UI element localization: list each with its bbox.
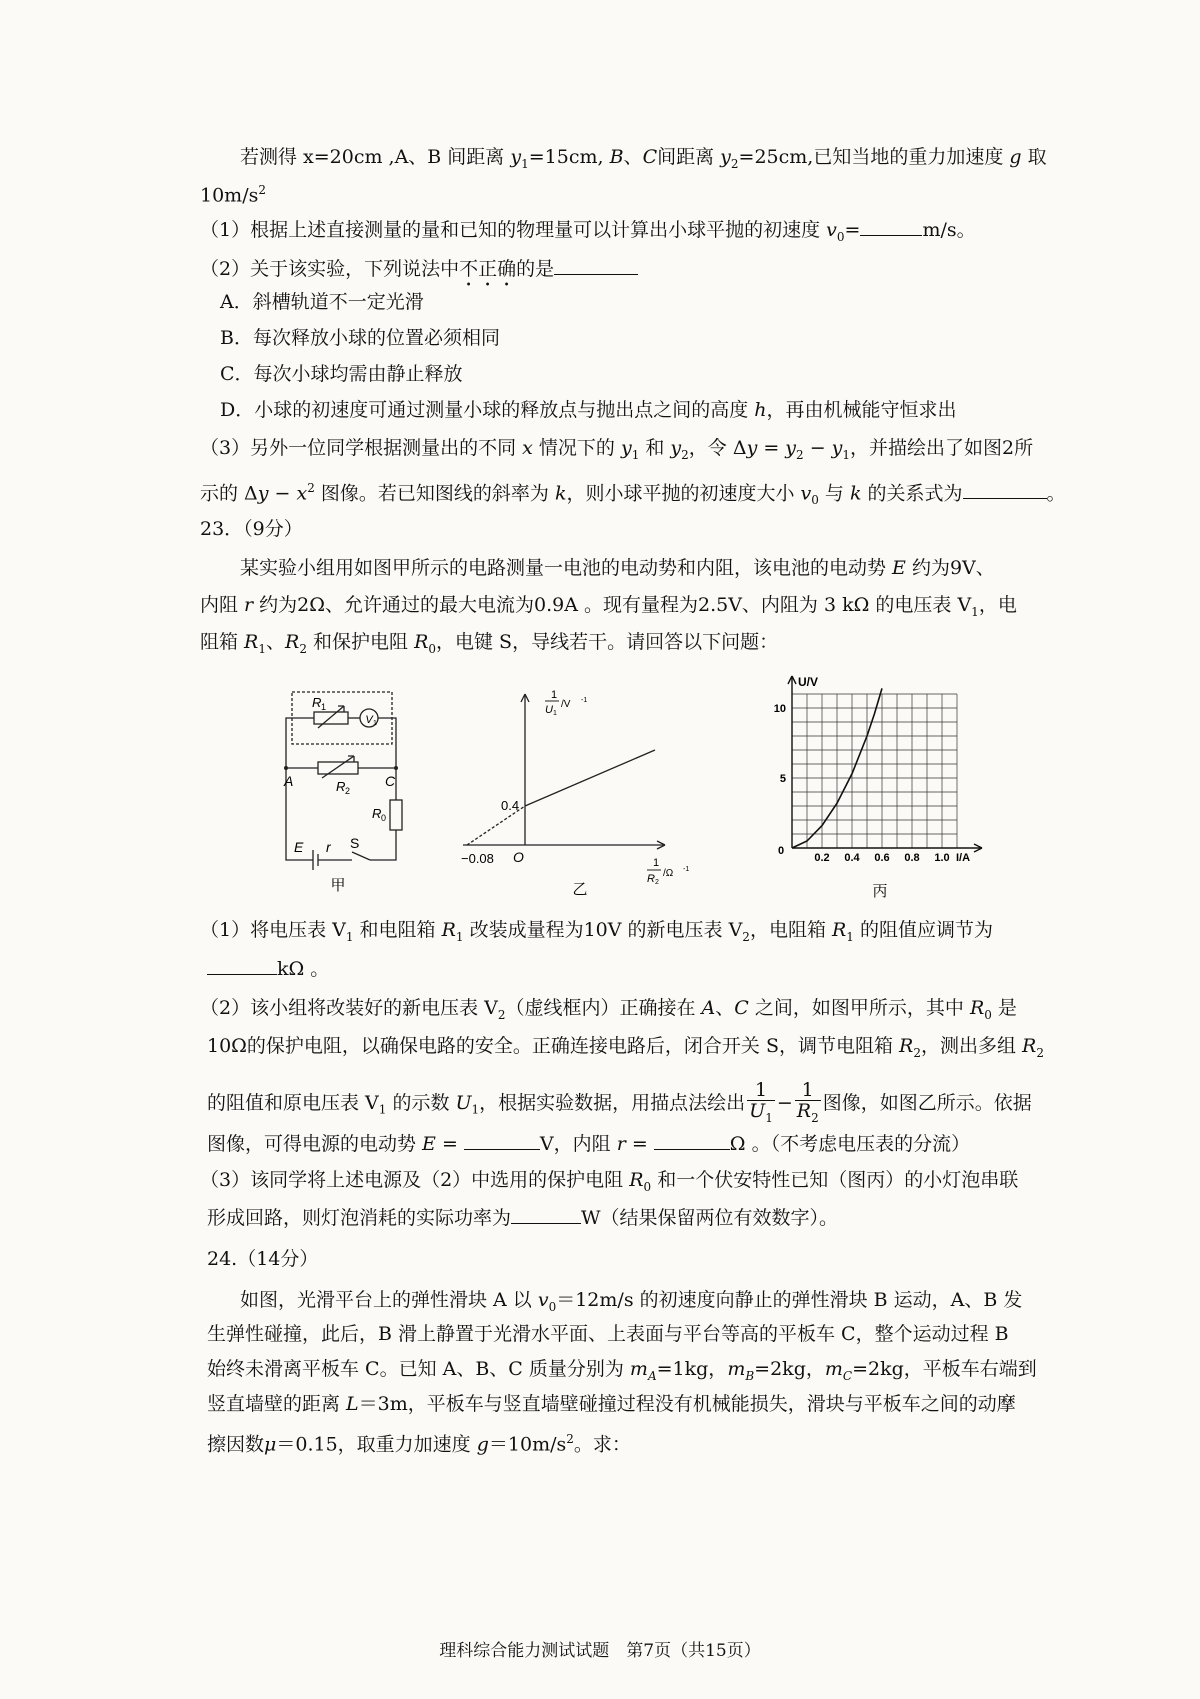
- q24-header: 24.（14分）: [207, 1248, 319, 1270]
- e-label: E: [294, 839, 304, 855]
- q23-part1-line1: （1）将电压表 $V_1$ 和电阻箱 $R_1$ 改装成量程为10V 的新电压表 $V_2$，电阻箱 $R_1$ 的阻值应调节为: [200, 919, 993, 944]
- node-c-label: C: [385, 773, 396, 789]
- figure-jia-caption: 甲: [330, 877, 346, 894]
- q22-part1: （1）根据上述直接测量的量和已知的物理量可以计算出小球平抛的初速度 $v_0= m/s$。: [200, 219, 976, 244]
- svg-text:-1: -1: [683, 866, 690, 873]
- bing-y-axis-label: U/V: [798, 675, 819, 689]
- bing-x-tick-label: 0.6: [874, 852, 890, 864]
- v1-label: V: [365, 714, 373, 726]
- q22-part2: （2）关于该实验，下列说法中不正确的是: [200, 256, 638, 291]
- q23-part2-line2: 10Ω的保护电阻，以确保电路的安全。正确连接电路后，闭合开关 S，调节电阻箱 $R_2$，测出多组 $R_2$: [207, 1035, 1044, 1060]
- q22-part3-line2: 示的 $\Delta y - x^2$ 图像。若已知图线的斜率为 k，则小球平抛的初速度大小 $v_0$ 与 k 的关系式为 。: [200, 481, 1066, 508]
- q23-part2-line4: 图像，可得电源的电动势 E = V，内阻 r = Ω 。（不考虑电压表的分流）: [207, 1133, 971, 1155]
- bing-x-tick-label: 0.4: [844, 852, 860, 864]
- answer-blank-power[interactable]: [511, 1205, 581, 1224]
- q24-line5: 擦因数μ＝0.15，取重力加速度 $g=10m/s^2$。求：: [207, 1432, 631, 1456]
- page-footer: 理科综合能力测试试题 第7页（共15页）: [439, 1641, 761, 1661]
- s-label: S: [350, 835, 360, 851]
- yi-x-label-num: 1: [653, 857, 660, 869]
- bing-origin-label: 0: [778, 845, 785, 857]
- q24-line4: 竖直墙壁的距离 L＝3m，平板车与竖直墙壁碰撞过程没有机械能损失，滑块与平板车之间的动摩: [207, 1393, 1016, 1415]
- figure-bing-caption: 丙: [872, 883, 888, 900]
- bing-x-tick-label: 0.2: [814, 852, 830, 864]
- yi-x-intercept: −0.08: [461, 851, 494, 866]
- q23-part2-line3: 的阻值和原电压表 $V_1$ 的示数 $U_1$，根据实验数据，用描点法绘出 $\frac{1}{U_1}$ − $\frac{1}{R_2}$ 图像，如图乙所示。依据: [207, 1079, 1032, 1125]
- q24-line3: 始终未滑离平板车 C。已知 A、B、C 质量分别为 $m_A=1kg$，$m_B=2kg$，$m_C=2kg$，平板车右端到: [207, 1358, 1037, 1383]
- r0-label: R: [372, 806, 382, 821]
- yi-x-unit: /Ω: [663, 868, 674, 879]
- resistor-r2: [318, 762, 358, 774]
- svg-text:1: 1: [321, 702, 327, 712]
- bing-x-tick-label: 1.0: [934, 852, 950, 864]
- answer-blank-incorrect-option[interactable]: [554, 256, 638, 275]
- intro-line-1: 若测得 x=20cm ,A、B 间距离 $y_1=15cm$, B、C间距离 $y_2=25cm$,已知当地的重力加速度 g 取: [240, 146, 1047, 171]
- bing-x-tick-label: 0.8: [904, 852, 920, 864]
- q23-stem-line2: 内阻 r 约为2Ω、允许通过的最大电流为0.9A 。现有量程为2.5V、内阻为 3 kΩ 的电压表 $V_1$，电: [200, 594, 1017, 619]
- q23-part2-line1: （2）该小组将改装好的新电压表 $V_2$（虚线框内）正确接在 A、C 之间，如图甲所示，其中 $R_0$ 是: [200, 997, 1017, 1022]
- q23-part3-line2: 形成回路，则灯泡消耗的实际功率为 W（结果保留两位有效数字）。: [207, 1207, 839, 1229]
- svg-text:-1: -1: [581, 697, 588, 704]
- q23-part1-line2: kΩ 。: [207, 956, 329, 981]
- svg-text:2: 2: [655, 879, 659, 886]
- bing-x-axis-label: I/A: [956, 852, 971, 864]
- resistor-r0: [390, 800, 402, 830]
- q23-stem-line3: 阻箱 $R_1$、$R_2$ 和保护电阻 $R_0$，电键 S，导线若干。请回答以下问题：: [200, 631, 779, 656]
- r1-label: R: [312, 695, 322, 710]
- node-a-label: A: [284, 773, 294, 789]
- switch-s: [352, 852, 370, 860]
- yi-origin: O: [513, 849, 524, 865]
- svg-text:1: 1: [553, 710, 557, 717]
- answer-blank-r1[interactable]: [207, 956, 277, 975]
- q22-option-a: A．斜槽轨道不一定光滑: [220, 291, 424, 313]
- yi-y-label-den: U: [545, 704, 553, 716]
- bing-y-tick-label: 10: [773, 703, 786, 715]
- yi-data-line: [525, 750, 655, 806]
- figure-yi-caption: 乙: [572, 881, 588, 898]
- r-label: r: [326, 839, 331, 855]
- intro-line-2: $10m/s^2$: [200, 183, 266, 207]
- yi-y-intercept: 0.4: [501, 798, 520, 813]
- q22-option-c: C．每次小球均需由静止释放: [220, 363, 463, 385]
- q23-stem-line1: 某实验小组用如图甲所示的电路测量一电池的电动势和内阻，该电池的电动势 E 约为9V、: [240, 557, 995, 579]
- yi-y-label-num: 1: [551, 689, 558, 701]
- r2-label: R: [336, 779, 346, 794]
- figure-yi-graph: [455, 680, 715, 900]
- svg-text:0: 0: [381, 813, 387, 823]
- answer-blank-v0[interactable]: [860, 217, 922, 236]
- q24-line2: 生弹性碰撞，此后，B 滑上静置于光滑水平面、上表面与平台等高的平板车 C，整个运动过程 B: [207, 1323, 1009, 1345]
- answer-blank-emf[interactable]: [464, 1131, 540, 1150]
- figure-bing-chart: [770, 668, 1040, 908]
- svg-text:1: 1: [373, 720, 377, 727]
- yi-x-label-den: R: [647, 873, 655, 885]
- yi-y-unit: /V: [561, 699, 571, 710]
- bing-y-tick-label: 5: [779, 773, 786, 785]
- svg-text:2: 2: [345, 786, 351, 796]
- answer-blank-v0-k-relation[interactable]: [963, 480, 1047, 499]
- figure-jia-circuit: [268, 680, 418, 900]
- q22-option-d: D．小球的初速度可通过测量小球的释放点与抛出点之间的高度 h，再由机械能守恒求出: [220, 399, 957, 421]
- q22-part3-line1: （3）另外一位同学根据测量出的不同 x 情况下的 $y_1$ 和 $y_2$，令 $\Delta y = y_2 - y_1$，并描绘出了如图2所: [200, 437, 1034, 462]
- q23-part3-line1: （3）该同学将上述电源及（2）中选用的保护电阻 $R_0$ 和一个伏安特性已知（图丙）的小灯泡串联: [200, 1169, 1019, 1194]
- q23-header: 23．（9分）: [200, 518, 303, 540]
- answer-blank-internal-resistance[interactable]: [654, 1131, 730, 1150]
- q24-line1: 如图，光滑平台上的弹性滑块 A 以 $v_0=12m/s$ 的初速度向静止的弹性滑块 B 运动，A、B 发: [240, 1289, 1023, 1314]
- q22-option-b: B．每次释放小球的位置必须相同: [220, 327, 500, 349]
